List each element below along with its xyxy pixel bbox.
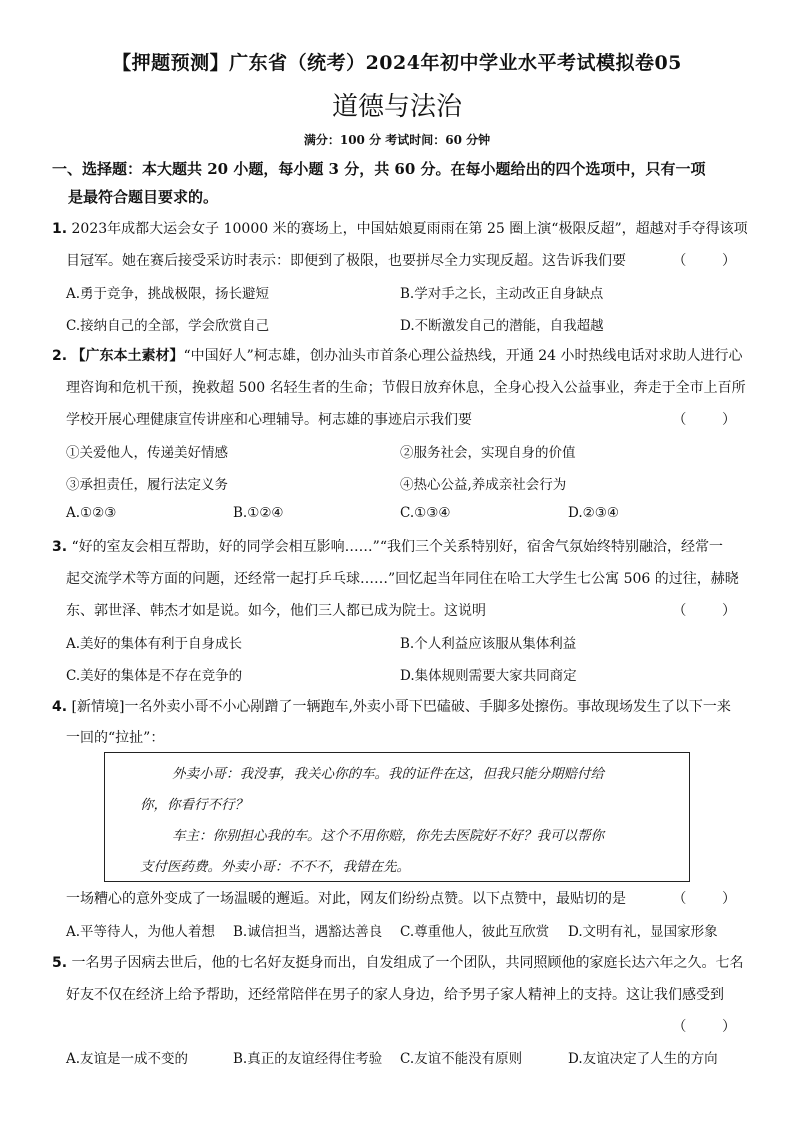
option-a: A.勇于竞争，挑战极限，扬长避短 xyxy=(66,286,270,302)
option-c: C.美好的集体是不存在竞争的 xyxy=(66,668,243,684)
question-number: 5. xyxy=(52,955,68,971)
answer-bracket: （ ） xyxy=(672,891,736,907)
statement-1: ①关爱他人，传递美好情感 xyxy=(66,445,228,461)
statement-4: ④热心公益,养成亲社会行为 xyxy=(400,477,567,493)
question-text: 一回的“拉扯”： xyxy=(66,730,165,746)
dialog-line: 外卖小哥：我没事，我关心你的车。我的证件在这，但我只能分期赔付给 xyxy=(172,766,604,782)
dialog-line: 车主：你别担心我的车。这个不用你赔，你先去医院好不好？我可以帮你 xyxy=(172,828,604,844)
question-text: [新情境]一名外卖小哥不小心剐蹭了一辆跑车,外卖小哥下巴磕破、手脚多处擦伤。事故现场发生了以下一来 xyxy=(71,699,731,715)
statement-2: ②服务社会，实现自身的价值 xyxy=(400,445,576,461)
answer-bracket: （ ） xyxy=(672,1019,736,1035)
exam-meta: 满分：100 分 考试时间：60 分钟 xyxy=(303,133,491,147)
section-heading xyxy=(52,155,752,211)
question-text: “好的室友会相互帮助，好的同学会相互影响……”“我们三个关系特别好，宿舍气氛始终特别融洽，经常一 xyxy=(71,539,723,555)
question-text: 起交流学术等方面的问题，还经常一起打乒乓球……”回忆起当年同住在哈工大学生七公寓 506 的过往，赫晓 xyxy=(66,571,739,587)
dialog-line: 支付医药费。外卖小哥：不不不，我错在先。 xyxy=(140,859,410,875)
option-a: A.①②③ xyxy=(66,505,117,521)
option-a: A.平等待人，为他人着想 xyxy=(66,924,216,940)
option-c: C.①③④ xyxy=(400,505,451,521)
question-text: 一场糟心的意外变成了一场温暖的邂逅。对此，网友们纷纷点赞。以下点赞中，最贴切的是 xyxy=(66,891,626,907)
option-d: D.不断激发自己的潜能，自我超越 xyxy=(400,318,604,334)
section-heading-line1: 一、选择题：本大题共 20 小题，每小题 3 分，共 60 分。在每小题给出的四个选项中，只有一项 xyxy=(52,160,706,178)
statement-3: ③承担责任，履行法定义务 xyxy=(66,477,228,493)
answer-bracket: （ ） xyxy=(672,412,736,428)
option-b: B.个人利益应该服从集体利益 xyxy=(400,636,577,652)
option-b: B.真正的友谊经得住考验 xyxy=(233,1051,383,1067)
option-b: B.学对手之长，主动改正自身缺点 xyxy=(400,286,604,302)
question-text: 一名男子因病去世后，他的七名好友挺身而出，自发组成了一个团队，共同照顾他的家庭长达六年之久。七名 xyxy=(71,955,744,971)
answer-bracket: （ ） xyxy=(672,603,736,619)
option-b: B.诚信担当，遇豁达善良 xyxy=(233,924,383,940)
question-number: 4. xyxy=(52,699,68,715)
question-text: 理咨询和危机干预，挽救超 500 名轻生者的生命；节假日放弃休息，全身心投入公益事业，奔走于全市上百所 xyxy=(66,380,746,396)
option-d: D.②③④ xyxy=(568,505,619,521)
option-a: A.美好的集体有利于自身成长 xyxy=(66,636,243,652)
question-number: 2. xyxy=(52,348,68,364)
question-text: “中国好人”柯志雄，创办汕头市首条心理公益热线，开通 24 小时热线电话对求助人进行心 xyxy=(183,348,743,364)
option-d: D.文明有礼，显国家形象 xyxy=(568,924,718,940)
source-tag: 【广东本土素材】 xyxy=(71,348,184,364)
subject-title: 道德与法治 xyxy=(331,92,462,122)
option-c: C.接纳自己的全部，学会欣赏自己 xyxy=(66,318,270,334)
option-d: D.集体规则需要大家共同商定 xyxy=(400,668,577,684)
dialog-line: 你，你看行不行？ xyxy=(140,797,248,813)
question-number: 1. xyxy=(52,221,68,237)
question-text: 东、郭世泽、韩杰才如是说。如今，他们三人都已成为院士。这说明 xyxy=(66,603,486,619)
question-number: 3. xyxy=(52,539,68,555)
option-c: C.友谊不能没有原则 xyxy=(400,1051,523,1067)
question-text: 好友不仅在经济上给予帮助，还经常陪伴在男子的家人身边，给予男子家人精神上的支持。这让我们感受到 xyxy=(66,987,724,1003)
section-heading-line2: 是最符合题目要求的。 xyxy=(68,188,219,206)
answer-bracket: （ ） xyxy=(672,253,736,269)
option-c: C.尊重他人，彼此互欣赏 xyxy=(400,924,550,940)
option-b: B.①②④ xyxy=(233,505,284,521)
question-text: 学校开展心理健康宣传讲座和心理辅导。柯志雄的事迹启示我们要 xyxy=(66,412,472,428)
question-text: 2023年成都大运会女子 10000 米的赛场上，中国姑娘夏雨雨在第 25 圈上演“极限反超”，超越对手夺得该项 xyxy=(71,221,748,237)
option-a: A.友谊是一成不变的 xyxy=(66,1051,189,1067)
option-d: D.友谊决定了人生的方向 xyxy=(568,1051,718,1067)
question-text: 目冠军。她在赛后接受采访时表示：即便到了极限，也要拼尽全力实现反超。这告诉我们要 xyxy=(66,253,626,269)
exam-title: 【押题预测】广东省（统考）2024年初中学业水平考试模拟卷05 xyxy=(112,52,682,74)
